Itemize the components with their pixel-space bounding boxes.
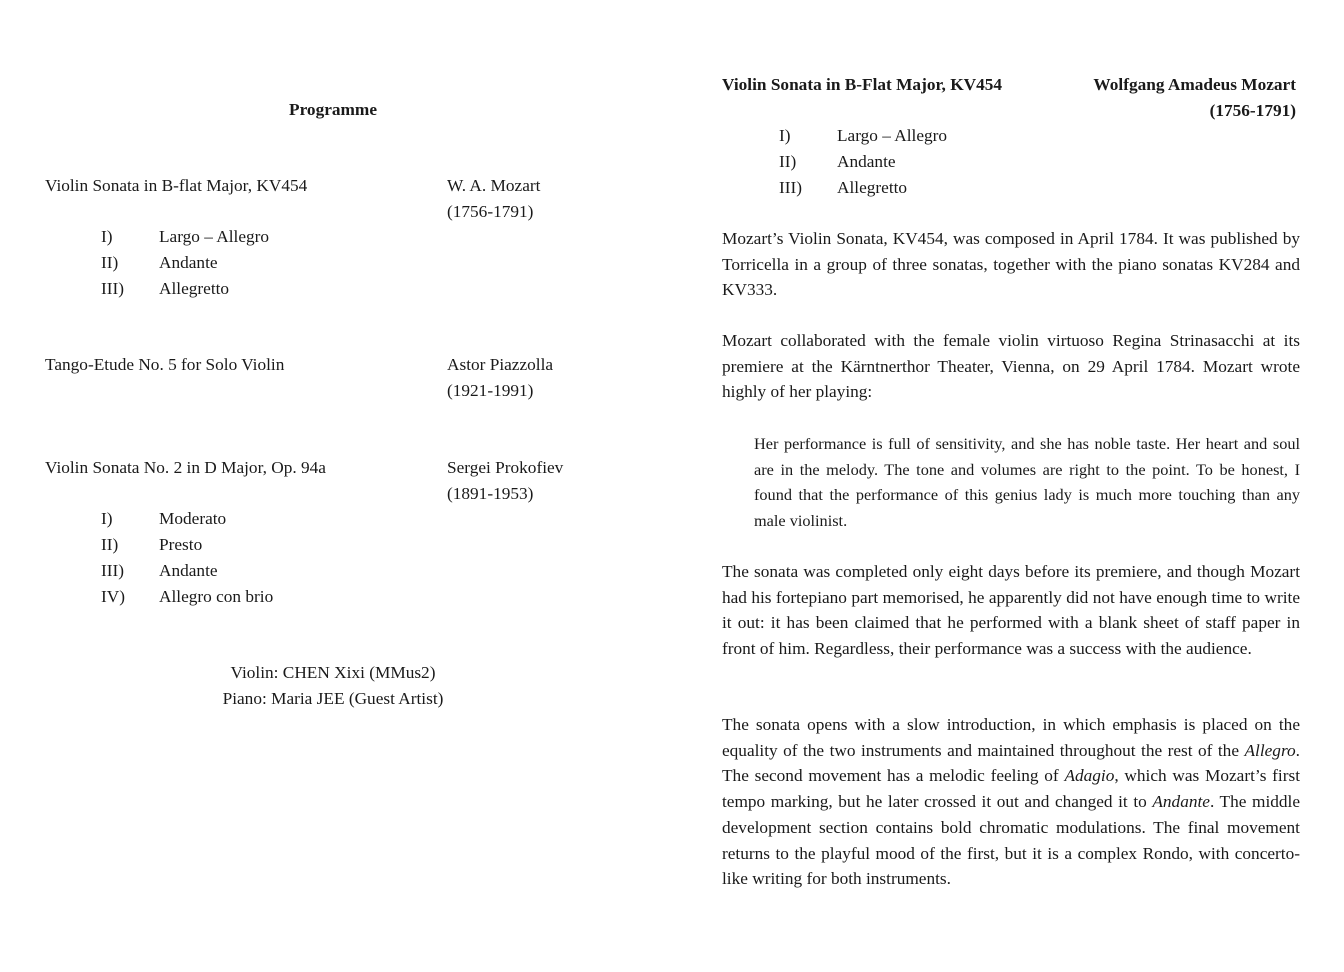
- movement-name: Andante: [159, 253, 218, 273]
- movement-number: II): [101, 253, 119, 273]
- movement-number: II): [101, 535, 119, 555]
- movement-number: III): [779, 177, 803, 197]
- movement-name: Allegretto: [837, 177, 908, 197]
- text: , which was Mozart’s first tempo marking, but he later crossed it out and changed it to: [722, 766, 1300, 812]
- performers: [133, 660, 533, 711]
- movement-number: IV): [101, 586, 125, 606]
- work-mozart: [45, 173, 645, 333]
- work-prokofiev: [45, 455, 645, 615]
- paragraph-premiere: Mozart collaborated with the female violin virtuoso Regina Strinasacchi at its premiere at the Kärntnerthor Theater, Vienna, on 29 April 1784. Mozart wrote highly of her playing:: [722, 331, 1300, 402]
- notes-title: Violin Sonata in B-Flat Major, KV454: [722, 75, 1003, 94]
- work-title: Tango-Etude No. 5 for Solo Violin: [45, 355, 285, 374]
- tempo-adagio: Adagio: [1064, 766, 1115, 786]
- movement-name: Presto: [159, 535, 203, 555]
- paragraph-completion: The sonata was completed only eight days before its premiere, and though Mozart had his fortepiano part memorised, he apparently did not have enough time to write it out: it has been claimed that he performed with a blank sheet of staff paper in front of him. Regardless, their performance was a success with the audience.: [722, 562, 1300, 659]
- movement-number: III): [101, 278, 125, 298]
- paragraph-composition: Mozart’s Violin Sonata, KV454, was composed in April 1784. It was published by Torricella in a group of three sonatas, together with the piano sonatas KV284 and KV333.: [722, 229, 1300, 300]
- tempo-allegro: Allegro: [1244, 740, 1296, 760]
- movement-number: II): [779, 152, 797, 172]
- movement-name: Andante: [159, 560, 218, 580]
- text: The sonata opens with a slow introduction, in which emphasis is placed on the equality of the two instruments and maintained throughout the rest of the: [722, 715, 1300, 760]
- work-piazzolla: [45, 352, 645, 407]
- notes-dates: (1756-1791): [1209, 100, 1296, 120]
- work-dates: (1756-1791): [447, 201, 534, 221]
- work-title: Violin Sonata No. 2 in D Major, Op. 94a: [45, 458, 326, 477]
- movement-name: Moderato: [159, 509, 227, 529]
- movement-number: I): [779, 126, 791, 146]
- work-composer: W. A. Mozart: [447, 176, 541, 195]
- movement-name: Largo – Allegro: [837, 126, 948, 146]
- text: . The middle development section contains bold chromatic modulations. The final movement returns to the playful mood of the first, but it is a complex Rondo, with concerto-like writing for both instruments.: [722, 792, 1301, 889]
- movement-number: I): [101, 509, 113, 529]
- work-dates: (1891-1953): [447, 483, 534, 503]
- mozart-quote: Her performance is full of sensitivity, and she has noble taste. Her heart and soul are in the melody. The tone and volumes are right to the point. To be honest, I found that the performance of this genius lady is much more touching than any male violinist.: [754, 434, 1300, 531]
- paragraph-movements: [722, 712, 1300, 892]
- text: . The second movement has a melodic feeling of: [722, 740, 1300, 786]
- work-composer: Sergei Prokofiev: [447, 458, 564, 477]
- movement-number: I): [101, 227, 113, 247]
- performer-violin: Violin: CHEN Xixi (MMus2): [230, 663, 436, 682]
- movement-number: III): [101, 560, 125, 580]
- work-composer: Astor Piazzolla: [447, 355, 554, 374]
- movement-name: Allegro con brio: [159, 586, 274, 606]
- programme-heading: Programme: [289, 100, 377, 119]
- notes-composer: Wolfgang Amadeus Mozart: [1093, 75, 1296, 94]
- work-title: Violin Sonata in B-flat Major, KV454: [45, 176, 308, 195]
- movement-name: Andante: [837, 152, 896, 172]
- movement-name: Largo – Allegro: [159, 227, 270, 247]
- movement-name: Allegretto: [159, 278, 230, 298]
- programme-notes: [722, 72, 1300, 972]
- tempo-andante: Andante: [1152, 792, 1210, 812]
- work-dates: (1921-1991): [447, 380, 534, 400]
- performer-piano: Piano: Maria JEE (Guest Artist): [222, 688, 444, 708]
